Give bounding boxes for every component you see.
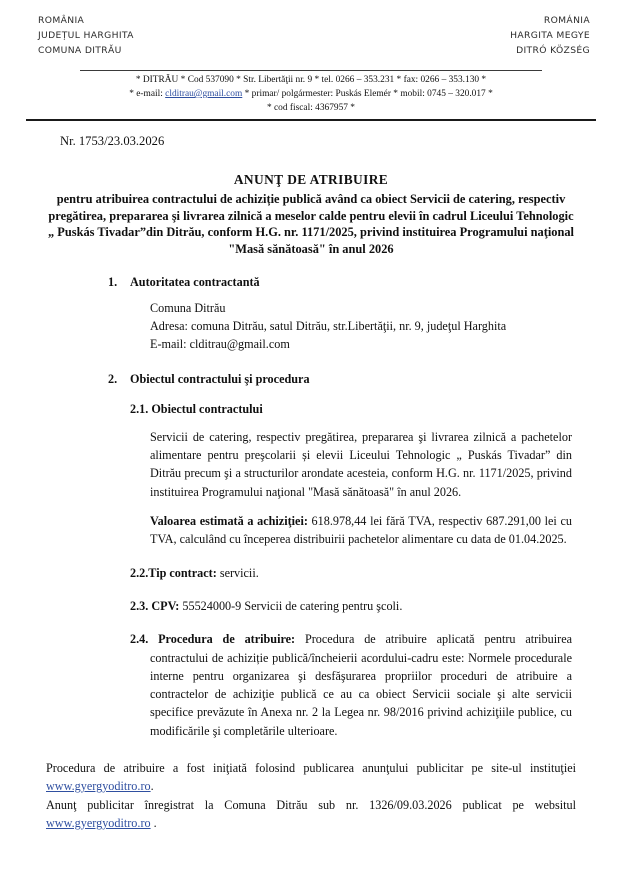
subsection-2-1-paragraph: Servicii de catering, respectiv pregătirea, prepararea şi livrarea zilnică a pachetelor alimentare pentru preşcolarii și elevii Liceului Tehnologic „ Puskás Tivadar” din Ditrău precum şi a structurilor arondate acesteia, conform H.G. nr. 1171/2025, privind instituirea Programului naţional "Masă sănătoasă" în anul 2026.: [150, 429, 572, 499]
section-1-title: Autoritatea contractantă: [130, 275, 260, 290]
section-2-title: Obiectul contractului şi procedura: [130, 371, 310, 386]
closing-block: [44, 759, 578, 832]
contact-mayor-text: * primar/ polgármester: Puskás Elemér * mobil: 0745 – 320.017 *: [242, 89, 493, 100]
subsection-2-2: [44, 564, 578, 582]
subsection-2-3-text: 55524000-9 Servicii de catering pentru şcoli.: [179, 598, 403, 613]
contact-strip: [0, 70, 622, 121]
section-2-number: 2.: [108, 371, 118, 386]
website-link-1[interactable]: www.gyergyoditro.ro: [46, 779, 151, 794]
subsection-2-2-text: servicii.: [216, 565, 259, 580]
closing-line-1: [46, 759, 576, 796]
subsection-2-1-heading: 2.1. Obiectul contractului: [130, 401, 263, 416]
section-1-body: [44, 300, 578, 353]
letterhead-right: [510, 14, 590, 59]
subsection-2-3-label: 2.3. CPV:: [130, 598, 180, 613]
subsection-2-3: [44, 597, 578, 615]
subsection-2-2-label: 2.2.Tip contract:: [130, 565, 217, 580]
document-body: [0, 134, 622, 833]
estimated-value-paragraph: [44, 512, 578, 549]
subsection-2-4-text: Procedura de atribuire aplicată pentru atribuirea contractului de achiziție publică/încheierii acordului-cadru este: Normele procedurale interne pentru organizarea şi desfăşurarea propriilor proceduri de atribuire a contractelor de achiziţie publică ce au ca obiect Servicii sociale şi alte servicii specifice prevăzute în Anexa nr. 2 la Legea nr. 98/2016 privind achiziţiile publice, cu modificările şi completările ulterioare.: [150, 632, 573, 738]
document-number: Nr. 1753/23.03.2026: [60, 133, 165, 148]
authority-email: E-mail: clditrau@gmail.com: [150, 337, 290, 352]
section-2-heading: [44, 372, 578, 387]
section-1-number: 1.: [108, 275, 118, 290]
letterhead: [0, 0, 622, 59]
section-2: [44, 372, 578, 740]
contact-line-1: * DITRĂU * Cod 537090 * Str. Libertăţii nr. 9 * tel. 0266 – 353.231 * fax: 0266 – 353.130 *: [135, 74, 487, 85]
contact-email-link[interactable]: clditrau@gmail.com: [165, 89, 243, 100]
letterhead-right-line-3: DITRÓ KÖZSÉG: [516, 44, 590, 56]
subsection-2-4: [44, 630, 578, 740]
letterhead-right-line-2: HARGITA MEGYE: [510, 29, 590, 41]
letterhead-left: [38, 14, 134, 59]
section-1-heading: [44, 275, 578, 290]
closing-line-1-end: .: [150, 779, 154, 794]
authority-address: Adresa: comuna Ditrău, satul Ditrău, str.Libertăţii, nr. 9, judeţul Harghita: [150, 319, 507, 334]
page-title: ANUNŢ DE ATRIBUIRE: [233, 171, 389, 187]
closing-line-1-text: Procedura de atribuire a fost iniţiată folosind publicarea anunţului publicitar pe site-ul instituţiei: [46, 761, 576, 776]
closing-line-2-text: Anunţ publicitar înregistrat la Comuna Ditrău sub nr. 1326/09.03.2026 publicat pe websitul: [46, 797, 576, 812]
letterhead-left-line-3: COMUNA DITRĂU: [38, 44, 122, 56]
letterhead-left-line-1: ROMÂNIA: [38, 15, 85, 26]
section-1: [44, 275, 578, 353]
contact-email-prefix: * e-mail:: [129, 89, 166, 100]
website-link-2[interactable]: www.gyergyoditro.ro: [46, 815, 151, 830]
page-subtitle: pentru atribuirea contractului de achiziție publică având ca obiect Servicii de catering, respectiv pregătirea, prepararea şi livrarea zilnică a meselor calde pentru elevii în cadrul Liceului Tehnologic „ Puskás Tivadar”din Ditrău, conform H.G. nr. 1171/2025, privind instituirea Programului naţional "Masă sănătoasă" în anul 2026: [48, 192, 574, 256]
contact-line-3: * cod fiscal: 4367957 *: [266, 103, 355, 114]
letterhead-left-line-2: JUDEȚUL HARGHITA: [38, 29, 134, 41]
authority-name: Comuna Ditrău: [150, 301, 226, 316]
contact-line-2: [0, 87, 622, 101]
rule-thick-bottom: [26, 119, 596, 121]
estimated-value-text: 618.978,44 lei fără TVA, respectiv 687.291,00 lei cu TVA, calculând cu începerea distribuirii pachetelor alimentare cu data de 01.04.2025.: [150, 514, 572, 547]
closing-line-2: [46, 796, 576, 833]
contact-lines: [0, 71, 622, 118]
closing-line-2-end: .: [150, 815, 157, 830]
letterhead-right-line-1: ROMÁNIA: [543, 15, 590, 26]
title-block: [44, 171, 578, 258]
estimated-value-label: Valoarea estimată a achiziţiei:: [150, 514, 308, 529]
subsection-2-4-label: 2.4. Procedura de atribuire:: [130, 632, 296, 647]
